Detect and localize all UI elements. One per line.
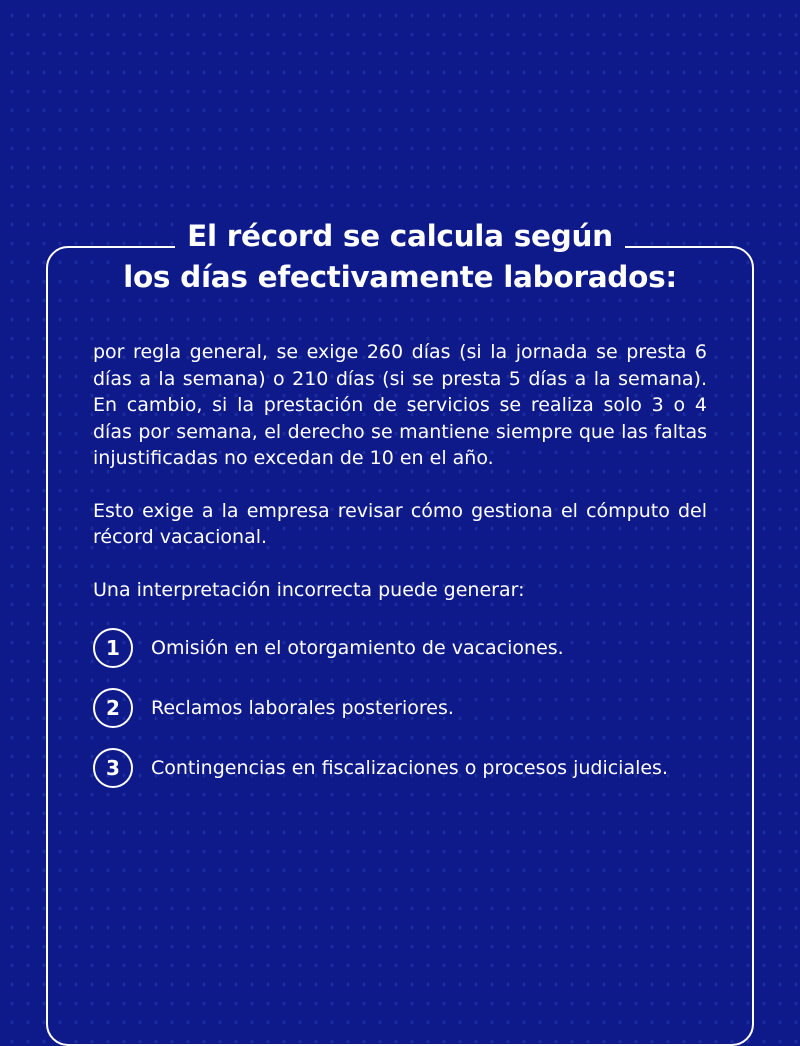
list-item: [93, 635, 707, 675]
list-item-text: Contingencias en fiscalizaciones o procesos judiciales.: [151, 757, 668, 779]
list-item-text: Reclamos laborales posteriores.: [151, 697, 454, 719]
title-line-2: los días efectivamente laborados:: [111, 257, 689, 298]
paragraph-company: Esto exige a la empresa revisar cómo gestiona el cómputo del récord vacacional.: [93, 499, 707, 548]
title-line-1: El récord se calcula según: [175, 216, 625, 257]
body-content: [93, 339, 707, 795]
page-title: [0, 216, 800, 298]
list-item: [93, 695, 707, 735]
consequences-list: [93, 635, 707, 795]
number-badge: 3: [93, 748, 133, 788]
list-item-text: Omisión en el otorgamiento de vacaciones.: [151, 637, 564, 659]
number-badge: 2: [93, 688, 133, 728]
paragraph-requirements: por regla general, se exige 260 días (si la jornada se presta 6 días a la semana) o 210 días (si se presta 5 días a la semana). En cambio, si la prestación de servicios se realiza solo 3 o 4 días por semana, el derecho se mantiene siempre que las faltas injustificadas no excedan de 10 en el año.: [93, 341, 707, 469]
list-item: [93, 755, 707, 795]
number-badge: 1: [93, 628, 133, 668]
paragraph-intro-list: Una interpretación incorrecta puede generar:: [93, 578, 525, 601]
